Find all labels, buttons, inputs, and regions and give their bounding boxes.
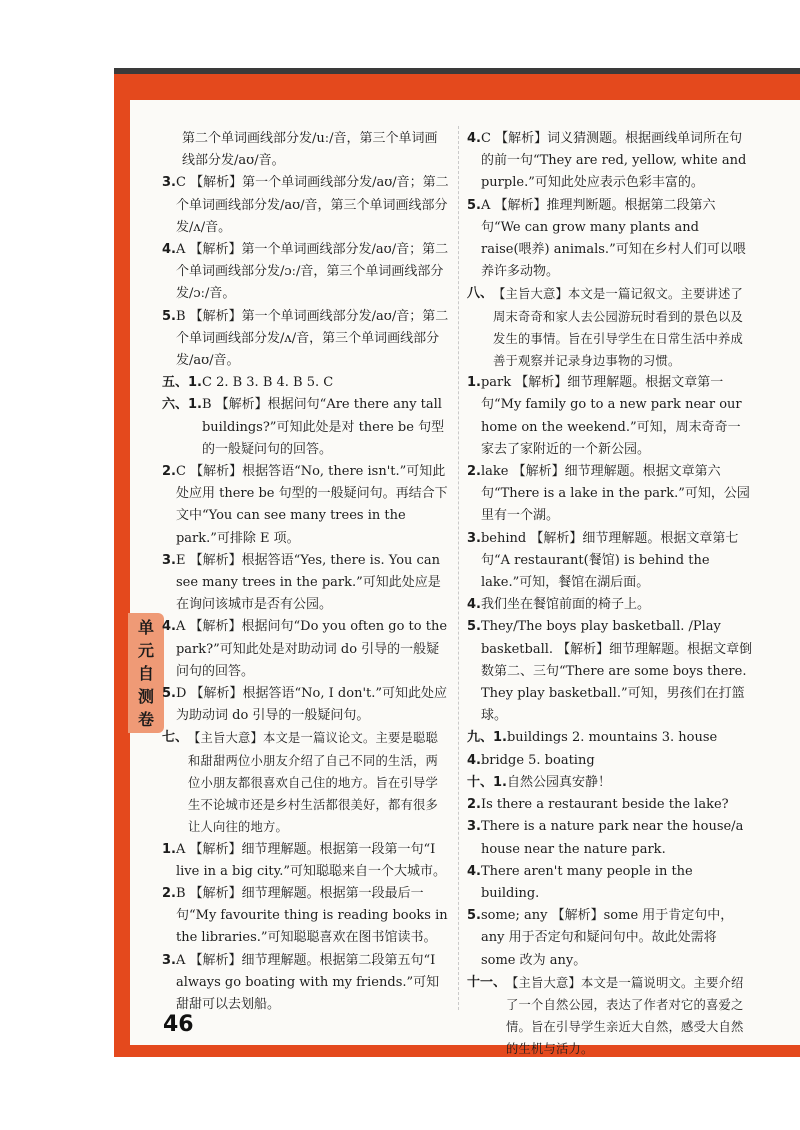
answer-item <box>467 528 753 595</box>
item-number: 九、1. <box>467 730 507 746</box>
item-number: 十一、 <box>467 974 507 990</box>
answer-item <box>467 195 753 284</box>
answer-item <box>162 883 450 950</box>
answer-item <box>162 727 450 838</box>
item-number: 2. <box>467 464 481 480</box>
answer-item <box>162 616 450 683</box>
answer-item <box>162 239 450 306</box>
answer-item <box>467 905 753 972</box>
item-number: 4. <box>467 131 481 146</box>
answer-item <box>467 772 753 794</box>
answer-item <box>162 306 450 373</box>
item-text: 【主旨大意】本文是一篇记叙文。主要讲述了周末奇奇和家人去公园游玩时看到的景色以及发生的事情。旨在引导学生在日常生活中养成善于观察并记录身边事物的习惯。 <box>493 287 743 369</box>
item-number: 3. <box>467 530 481 546</box>
answer-item <box>467 372 753 461</box>
item-number: 4. <box>467 597 481 613</box>
left-column <box>162 128 450 1016</box>
item-text: 自然公园真安静！ <box>506 774 611 790</box>
answer-item <box>162 128 450 172</box>
answer-item <box>467 727 753 749</box>
side-tab-char: 测 <box>137 686 154 706</box>
item-number: 5. <box>162 686 176 702</box>
answer-item <box>162 839 450 883</box>
answer-item <box>467 594 753 616</box>
item-text: C 【解析】根据答语“No, there isn't.”可知此处应用 there be 句型的一般疑问句。再结合下文中“You can see many trees in the park.”可排除 E 项。 <box>175 464 448 546</box>
item-text: C 【解析】词义猜测题。根据画线单词所在句的前一句“They are red, yellow, white and purple.”可知此处应表示色彩丰富的。 <box>480 131 747 191</box>
item-text: E 【解析】根据答语“Yes, there is. You can see many trees in the park.”可知此处应是在询问该城市是否有公园。 <box>175 552 441 613</box>
item-text: 第二个单词画线部分发/uː/音，第三个单词画线部分发/aʊ/音。 <box>182 131 438 169</box>
item-number: 4. <box>467 863 481 879</box>
right-column <box>467 128 753 1061</box>
answer-item <box>162 683 450 727</box>
side-tab-char: 元 <box>137 640 154 660</box>
item-text: buildings 2. mountains 3. house <box>506 730 718 746</box>
item-text: B 【解析】细节理解题。根据第一段最后一句“My favourite thing is reading books in the libraries.”可知聪聪喜欢在图书馆读书。 <box>175 885 448 946</box>
item-text: 我们坐在餐馆前面的椅子上。 <box>480 597 650 613</box>
item-number: 5. <box>467 197 481 213</box>
answer-item <box>467 283 753 372</box>
answer-item <box>162 461 450 550</box>
item-number: 3. <box>162 552 176 568</box>
top-strip <box>114 68 800 74</box>
side-tab-char: 自 <box>137 663 154 683</box>
item-text: 【主旨大意】本文是一篇议论文。主要是聪聪和甜甜两位小朋友介绍了自己不同的生活，两位小朋友都很喜欢自己住的地方。旨在引导学生不论城市还是乡村生活都很美好，都有很多让人向往的地方。 <box>188 731 438 835</box>
item-text: lake 【解析】细节理解题。根据文章第六句“There is a lake in the park.”可知，公园里有一个湖。 <box>480 464 750 524</box>
item-number: 3. <box>162 952 176 968</box>
item-text: A 【解析】细节理解题。根据第一段第一句“I live in a big city.”可知聪聪来自一个大城市。 <box>175 841 447 879</box>
item-number: 5. <box>467 619 481 635</box>
item-number: 十、1. <box>467 774 507 790</box>
answer-item <box>467 816 753 860</box>
item-number: 1. <box>467 375 481 391</box>
item-text: C 2. B 3. B 4. B 5. C <box>201 375 334 391</box>
answer-item <box>467 128 753 195</box>
item-text: A 【解析】细节理解题。根据第二段第五句“I always go boating with my friends.”可知甜甜可以去划船。 <box>175 952 440 1012</box>
item-number: 2. <box>162 885 176 901</box>
answer-item <box>467 972 753 1061</box>
page-number: 46 <box>163 1012 194 1037</box>
item-number: 六、1. <box>162 397 202 413</box>
item-text: A 【解析】推理判断题。根据第二段第六句“We can grow many plants and raise(喂养) animals.”可知在乡村人们可以喂养许多动物。 <box>480 197 746 280</box>
item-number: 七、 <box>162 730 189 746</box>
item-number: 5. <box>467 908 481 924</box>
answer-item <box>467 461 753 528</box>
item-text: There is a nature park near the house/a house near the nature park. <box>480 819 744 857</box>
item-text: bridge 5. boating <box>480 752 595 768</box>
item-text: B 【解析】根据问句“Are there any tall buildings?”可知此处是对 there be 句型的一般疑问句的回答。 <box>201 397 445 457</box>
item-text: some; any 【解析】some 用于肯定句中，any 用于否定句和疑问句中。故此处需将 some 改为 any。 <box>480 908 734 968</box>
item-number: 五、1. <box>162 375 202 391</box>
item-number: 2. <box>162 464 176 480</box>
item-text: Is there a restaurant beside the lake? <box>480 797 729 813</box>
item-number: 3. <box>467 819 481 835</box>
side-tab-char: 卷 <box>137 709 154 729</box>
column-divider <box>458 126 459 1010</box>
item-text: 【主旨大意】本文是一篇说明文。主要介绍了一个自然公园，表达了作者对它的喜爱之情。旨在引导学生亲近大自然，感受大自然的生机与活力。 <box>506 975 744 1057</box>
item-text: They/The boys play basketball. /Play basketball. 【解析】细节理解题。根据文章倒数第二、三句“There are some boys there. They play basketball.”可知，男孩们在打篮球。 <box>480 619 753 724</box>
item-number: 3. <box>162 175 176 191</box>
answer-item <box>162 372 450 394</box>
answer-item <box>467 861 753 905</box>
side-tab <box>128 613 164 733</box>
item-number: 八、 <box>467 286 494 302</box>
answer-item <box>162 550 450 617</box>
item-text: park 【解析】细节理解题。根据文章第一句“My family go to a new park near our home on the weekend.”可知，周末奇奇一家去了家附近的一个新公园。 <box>480 375 742 457</box>
item-text: D 【解析】根据答语“No, I don't.”可知此处应为助动词 do 引导的一般疑问句。 <box>175 686 448 724</box>
item-number: 2. <box>467 797 481 813</box>
item-text: C 【解析】第一个单词画线部分发/aʊ/音；第二个单词画线部分发/aʊ/音，第三个单词画线部分发/ʌ/音。 <box>175 175 449 235</box>
answer-item <box>467 794 753 816</box>
item-text: A 【解析】第一个单词画线部分发/aʊ/音；第二个单词画线部分发/ɔː/音，第三个单词画线部分发/ɔː/音。 <box>175 242 449 302</box>
answer-item <box>162 172 450 239</box>
answer-item <box>467 750 753 772</box>
item-text: behind 【解析】细节理解题。根据文章第七句“A restaurant(餐馆) is behind the lake.”可知，餐馆在湖后面。 <box>480 530 739 591</box>
item-text: B 【解析】第一个单词画线部分发/aʊ/音；第二个单词画线部分发/ʌ/音，第三个单词画线部分发/aʊ/音。 <box>175 308 449 369</box>
item-number: 5. <box>162 308 176 324</box>
answer-item <box>467 616 753 727</box>
item-number: 1. <box>162 841 176 857</box>
answer-item <box>162 394 450 461</box>
item-number: 4. <box>467 752 481 768</box>
item-number: 4. <box>162 242 176 258</box>
item-text: There aren't many people in the building. <box>480 863 693 901</box>
item-text: A 【解析】根据问句“Do you often go to the park?”可知此处是对助动词 do 引导的一般疑问句的回答。 <box>175 619 448 679</box>
item-number: 4. <box>162 619 176 635</box>
side-tab-char: 单 <box>137 617 154 637</box>
answer-item <box>162 950 450 1017</box>
